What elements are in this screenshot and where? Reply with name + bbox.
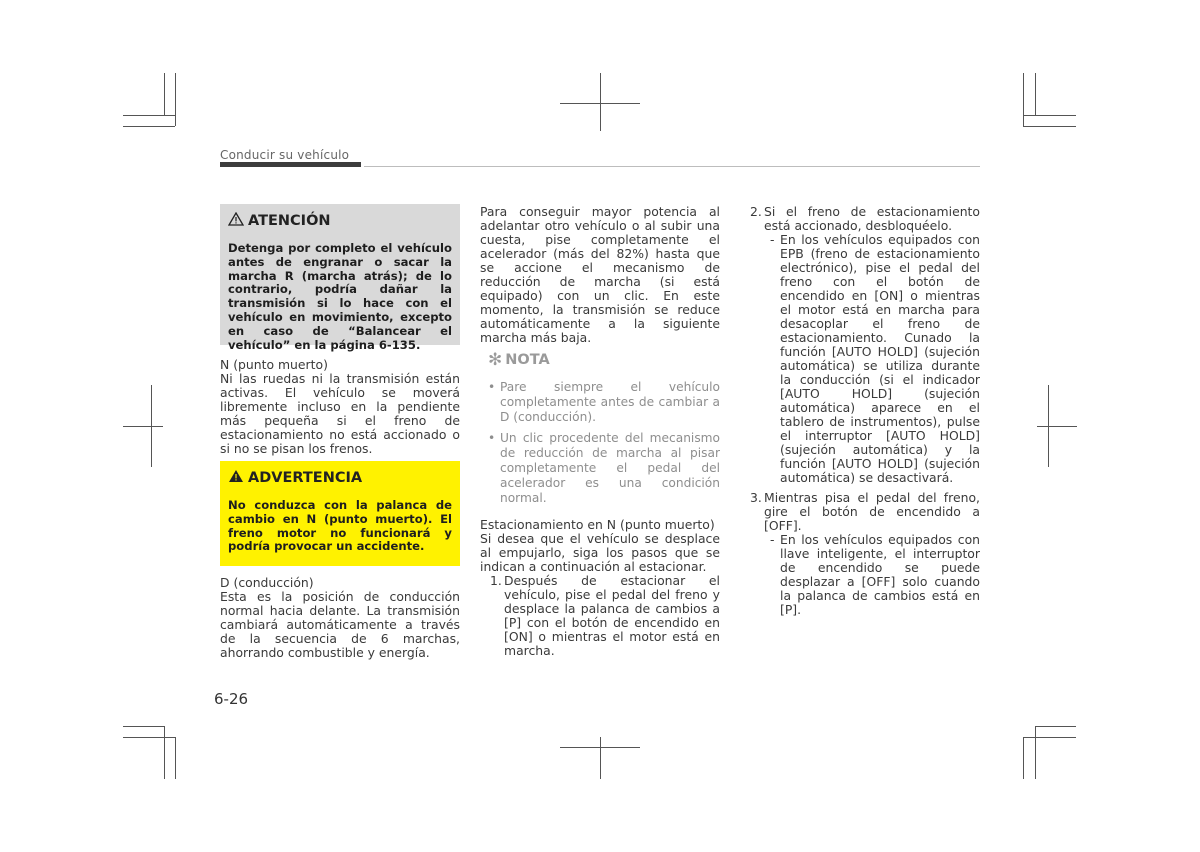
nota-bullet [488,380,720,425]
nota-bullet [488,431,720,506]
parking-heading: Estacionamiento en N (punto muerto) [480,517,715,532]
warning-triangle-filled-icon [228,469,244,487]
crop-mark [123,726,164,727]
crop-mark [1035,726,1076,727]
bullet-icon: • [488,431,496,445]
neutral-heading: N (punto muerto) [220,357,328,372]
atencion-title-text: ATENCIÓN [248,213,331,229]
nota-box [488,350,720,506]
atencion-box [220,204,460,352]
drive-section [220,576,460,660]
crop-mark [164,73,165,115]
step-number: 2. [750,204,762,219]
step-number: 3. [750,490,762,505]
step-text: Si el freno de estacionamiento está accionado, desbloquéelo. [764,204,980,233]
crop-mark [164,726,165,779]
nota-title-text: NOTA [505,352,550,368]
kickdown-text: Para conseguir mayor potencia al adelantar otro vehículo o al subir una cuesta, pise completamente el acelerador (más del 82%) hasta que se accione el mecanismo de reducción de marcha (si está equipado) con un clic. En este momento, la transmisión se reduce automáticamente a la siguiente marcha más baja. [480,204,720,345]
crop-mark [175,737,176,779]
registration-mark [1048,385,1049,467]
atencion-body: Detenga por completo el vehículo antes de engranar o sacar la marcha R (marcha atrás); de lo contrario, podría dañar la transmisión si lo hace con el vehículo en movimiento, excepto en caso de “Balancear el vehículo” en la página 6-135. [228,241,452,352]
step-item [480,574,720,658]
step-text: Mientras pisa el pedal del freno, gire el botón de encendido a [OFF]. [764,490,980,533]
crop-mark [1023,737,1024,779]
nota-bullet-text: Pare siempre el vehículo completamente antes de cambiar a D (conducción). [500,380,720,424]
drive-heading: D (conducción) [220,575,314,590]
parking-text: Si desea que el vehículo se desplace al empujarlo, siga los pasos que se indican a continuación al estacionar. [480,531,720,574]
atencion-title [228,212,452,230]
warning-triangle-outline-icon [228,212,244,230]
step-text: Después de estacionar el vehículo, pise el pedal del freno y desplace la palanca de cambios a [P] con el botón de encendido en [ON] o mientras el motor está en marcha. [504,573,720,658]
asterisk-icon: ✻ [488,350,503,370]
header-rule [220,162,361,167]
dash-marker: - [770,232,775,247]
advertencia-body: No conduzca con la palanca de cambio en N (punto muerto). El freno motor no funcionará y podría provocar un accidente. [228,498,452,554]
step-item [750,491,980,533]
advertencia-title [228,469,452,487]
header-rule [364,166,980,167]
crop-mark [1023,73,1024,126]
crop-mark [175,73,176,126]
crop-mark [1023,115,1076,116]
step-subitem-text: En los vehículos equipados con llave inteligente, el interruptor de encendido se puede desplazar a [OFF] solo cuando la palanca de cambios está en [P]. [780,532,980,617]
nota-bullet-text: Un clic procedente del mecanismo de reducción de marcha al pisar completamente el pedal del acelerador es una condición normal. [500,431,720,505]
registration-mark [123,426,163,427]
crop-mark [1023,737,1076,738]
step-subitem [750,233,980,485]
registration-mark [151,385,152,467]
step-subitem-text: En los vehículos equipados con EPB (freno de estacionamiento electrónico), pise el pedal del freno con el botón de encendido en [ON] o mientras el motor está en marcha para desacoplar el freno de estacionamiento. Cunado la función [AUTO HOLD] (sujeción automática) se utiliza durante la conducción (si el indicador [AUTO HOLD] (sujeción automática) aparece en el tablero de instrumentos), pulse el interruptor [AUTO HOLD] (sujeción automática) y la función [AUTO HOLD] (sujeción automática) se desactivará. [780,232,980,485]
advertencia-box [220,461,460,566]
crop-mark [123,737,175,738]
step-item [750,205,980,233]
crop-mark [123,126,175,127]
neutral-text: Ni las ruedas ni la transmisión están activas. El vehículo se moverá libremente incluso en la pendiente más pequeña si el freno de estacionamiento no está accionado o si no se pisan los frenos. [220,371,460,456]
parking-section [480,518,720,658]
registration-mark [600,737,601,779]
neutral-section [220,358,460,456]
page-number: 6-26 [214,690,249,708]
nota-title [488,350,720,370]
registration-mark [600,73,601,131]
bullet-icon: • [488,380,496,394]
kickdown-paragraph [480,205,720,345]
section-header: Conducir su vehículo [220,148,350,162]
step-subitem [750,533,980,617]
step-number: 1. [490,573,502,588]
crop-mark [1023,126,1076,127]
advertencia-title-text: ADVERTENCIA [248,470,363,486]
drive-text: Esta es la posición de conducción normal hacia delante. La transmisión cambiará automáticamente a través de la secuencia de 6 marchas, ahorrando combustible y energía. [220,589,460,660]
crop-mark [1035,73,1036,115]
registration-mark [1037,426,1077,427]
crop-mark [123,115,175,116]
crop-mark [1035,726,1036,779]
steps-continued [750,205,980,617]
dash-marker: - [770,532,775,547]
